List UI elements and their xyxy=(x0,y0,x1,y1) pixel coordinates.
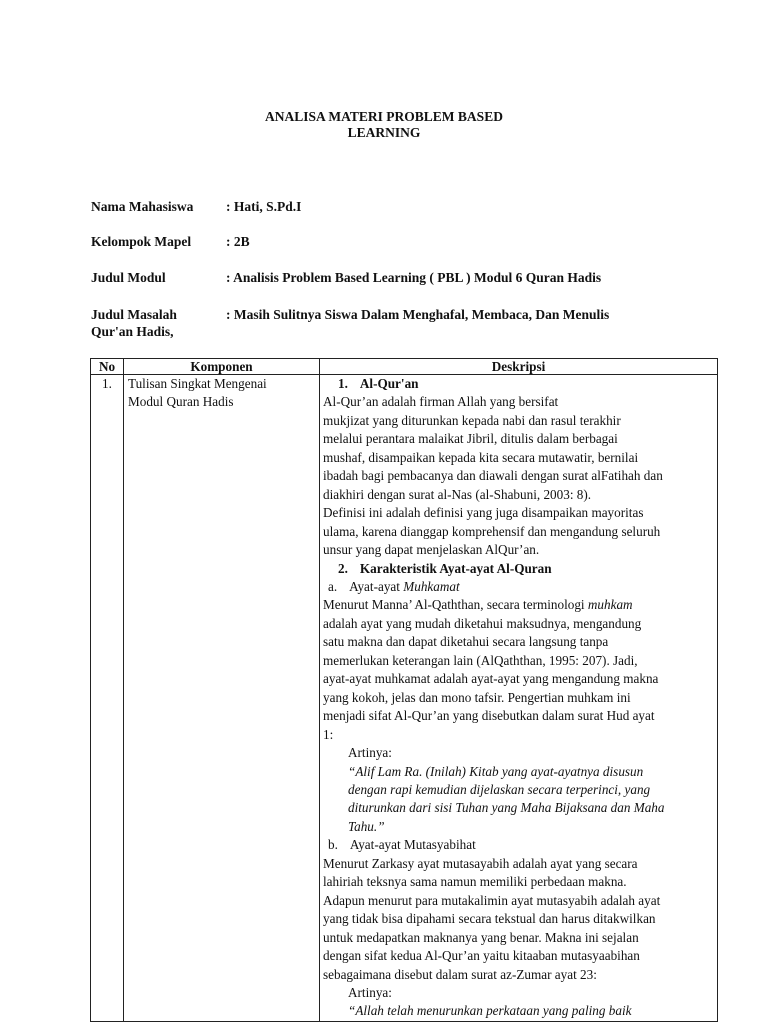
paragraph-line: dengan sifat kedua Al-Qur’an yaitu kitaaban mutasyaabihan xyxy=(323,948,640,964)
paragraph-line: ayat-ayat muhkamat adalah ayat-ayat yang mengandung makna xyxy=(323,671,659,687)
paragraph-line: mushaf, disampaikan kepada kita secara mutawatir, bernilai xyxy=(323,449,639,465)
paragraph-line: yang tidak bisa dipahami secara tekstual dan harus ditakwilkan xyxy=(323,911,656,927)
paragraph-line: 1: xyxy=(323,726,334,742)
paragraph-line: diakhiri dengan surat al-Nas (al-Shabuni, 2003: 8). xyxy=(323,486,592,502)
header-deskripsi: Deskripsi xyxy=(320,359,718,375)
paragraph-line: sebagaimana disebut dalam surat az-Zumar ayat 23: xyxy=(323,966,597,982)
paragraph-line: Menurut Zarkasy ayat mutasayabih adalah ayat yang secara xyxy=(323,855,638,871)
paragraph-line: menjadi sifat Al-Qur’an yang disebutkan dalam surat Hud ayat xyxy=(323,708,655,724)
cell-deskripsi xyxy=(320,375,718,1022)
paragraph-line: memerlukan keterangan lain (AlQaththan, 1995: 207). Jadi, xyxy=(323,652,638,668)
paragraph-line: adalah ayat yang mudah diketahui maksudnya, mengandung xyxy=(323,615,642,631)
paragraph-line: untuk medapatkan maknanya yang benar. Makna ini sejalan xyxy=(323,929,639,945)
label-judul-masalah: Judul Masalah xyxy=(91,307,177,322)
analysis-table xyxy=(90,358,718,1022)
title-line-2: LEARNING xyxy=(347,125,421,140)
paragraph-line: Definisi ini adalah definisi yang juga disampaikan mayoritas xyxy=(323,505,644,521)
header-komponen: Komponen xyxy=(124,359,320,375)
label-nama-mahasiswa: Nama Mahasiswa xyxy=(91,199,194,214)
quote-line: “Allah telah menurunkan perkataan yang paling baik xyxy=(348,1003,632,1019)
value-kelompok-mapel: : 2B xyxy=(226,234,250,249)
value-judul-modul: : Analisis Problem Based Learning ( PBL ) Modul 6 Quran Hadis xyxy=(226,270,602,285)
quote-line: “Alif Lam Ra. (Inilah) Kitab yang ayat-ayatnya disusun xyxy=(348,763,644,779)
title-line-1: ANALISA MATERI PROBLEM BASED xyxy=(265,109,503,124)
table-row xyxy=(91,375,718,1022)
paragraph-line: yang kokoh, jelas dan mono tafsir. Pengertian muhkam ini xyxy=(323,689,631,705)
komponen-line: Modul Quran Hadis xyxy=(128,394,234,410)
artinya-label: Artinya: xyxy=(348,984,392,1000)
paragraph-line: ulama, karena dianggap komprehensif dan mengandung seluruh xyxy=(323,523,661,539)
label-judul-modul: Judul Modul xyxy=(91,270,166,285)
label-kelompok-mapel: Kelompok Mapel xyxy=(91,234,192,249)
heading-karakteristik: 2. Karakteristik Ayat-ayat Al-Quran xyxy=(338,560,552,576)
paragraph-line: lahiriah teksnya sama namun memiliki perbedaan makna. xyxy=(323,874,627,890)
cell-komponen xyxy=(124,375,320,1022)
paragraph-line: Adapun menurut para mutakalimin ayat mutasyabih adalah ayat xyxy=(323,892,661,908)
subheading-muhkamat: a. Ayat-ayat Muhkamat xyxy=(328,578,460,594)
paragraph-line: unsur yang dapat menjelaskan AlQur’an. xyxy=(323,542,540,558)
label-judul-masalah-line2: Qur'an Hadis, xyxy=(91,324,174,339)
artinya-label: Artinya: xyxy=(348,745,392,761)
value-nama-mahasiswa: : Hati, S.Pd.I xyxy=(226,199,302,214)
paragraph-line: ibadah bagi pembacanya dan diawali dengan surat alFatihah dan xyxy=(323,468,663,484)
quote-line: Tahu.” xyxy=(348,818,385,834)
quote-line: diturunkan dari sisi Tuhan yang Maha Bijaksana dan Maha xyxy=(348,800,665,816)
paragraph-line: Menurut Manna’ Al-Qaththan, secara terminologi muhkam xyxy=(323,597,633,613)
header-no: No xyxy=(91,359,124,375)
table-header-row xyxy=(91,359,718,375)
quote-line: dengan rapi kemudian dijelaskan secara terperinci, yang xyxy=(348,781,651,797)
paragraph-line: mukjizat yang diturunkan kepada nabi dan rasul terakhir xyxy=(323,412,621,428)
value-judul-masalah: : Masih Sulitnya Siswa Dalam Menghafal, Membaca, Dan Menulis xyxy=(226,307,610,322)
komponen-line: Tulisan Singkat Mengenai xyxy=(128,376,267,391)
cell-no: 1. xyxy=(91,375,124,1022)
paragraph-line: satu makna dan dapat diketahui secara langsung tanpa xyxy=(323,634,609,650)
paragraph-line: melalui perantara malaikat Jibril, ditulis dalam berbagai xyxy=(323,431,618,447)
heading-al-quran: 1. Al-Qur'an xyxy=(338,376,419,391)
subheading-mutasyabihat: b. Ayat-ayat Mutasyabihat xyxy=(328,837,476,853)
paragraph-line: Al-Qur’an adalah firman Allah yang bersifat xyxy=(323,394,559,410)
